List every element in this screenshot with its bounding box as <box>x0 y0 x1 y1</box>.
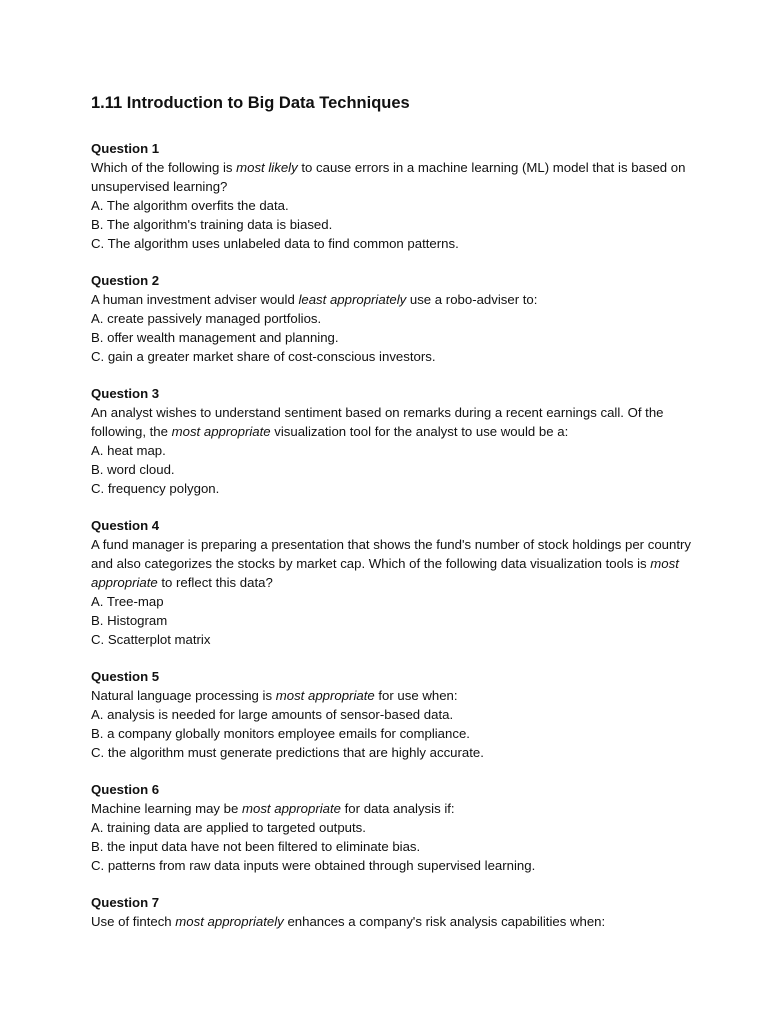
question-text <box>91 290 708 309</box>
question-text-segment: An analyst wishes to understand sentiment based on remarks during a recent earnings call. Of the following, the <box>91 405 664 439</box>
answer-option: B. a company globally monitors employee emails for compliance. <box>91 726 470 741</box>
question-text-segment: for data analysis if: <box>340 801 455 816</box>
question-heading: Question 6 <box>91 782 160 797</box>
answer-option: C. the algorithm must generate predictions that are highly accurate. <box>91 745 484 760</box>
answer-option: A. The algorithm overfits the data. <box>91 198 289 213</box>
question-text-emphasis: most likely <box>236 160 298 175</box>
question-text-segment: A human investment adviser would <box>91 292 299 307</box>
question-text-segment: use a robo-adviser to: <box>406 292 538 307</box>
question-text-emphasis: most appropriately <box>175 914 284 929</box>
question-text <box>91 535 708 592</box>
question-block <box>91 780 708 875</box>
question-text-emphasis: most appropriate <box>91 556 679 590</box>
question-block <box>91 516 708 649</box>
answer-option: A. analysis is needed for large amounts of sensor-based data. <box>91 707 454 722</box>
question-text-segment: enhances a company's risk analysis capabilities when: <box>283 914 606 929</box>
question-block <box>91 384 708 498</box>
question-text-segment: A fund manager is preparing a presentation that shows the fund's number of stock holdings per country and also categorizes the stocks by market cap. Which of the following data visualization tools is <box>91 537 691 571</box>
answer-option: A. heat map. <box>91 443 166 458</box>
question-text-emphasis: most appropriate <box>275 688 375 703</box>
question-text-emphasis: least appropriately <box>298 292 407 307</box>
question-text-emphasis: most appropriate <box>171 424 271 439</box>
question-text-emphasis: most appropriate <box>242 801 341 816</box>
question-text-segment: for use when: <box>374 688 458 703</box>
answer-option: C. The algorithm uses unlabeled data to find common patterns. <box>91 236 459 251</box>
question-text <box>91 158 708 196</box>
answer-option: C. Scatterplot matrix <box>91 632 211 647</box>
question-text-segment: Natural language processing is <box>91 688 276 703</box>
question-text <box>91 686 708 705</box>
question-text-segment: to cause errors in a machine learning (ML) model that is based on unsupervised learning? <box>91 160 686 194</box>
answer-option: B. The algorithm's training data is biased. <box>91 217 333 232</box>
question-block <box>91 893 708 931</box>
answer-option: A. Tree-map <box>91 594 164 609</box>
answer-option: C. gain a greater market share of cost-conscious investors. <box>91 349 436 364</box>
answer-option: B. Histogram <box>91 613 168 628</box>
question-text <box>91 799 708 818</box>
question-text-segment: to reflect this data? <box>157 575 273 590</box>
answer-option: B. offer wealth management and planning. <box>91 330 339 345</box>
answer-option: C. patterns from raw data inputs were obtained through supervised learning. <box>91 858 536 873</box>
question-heading: Question 7 <box>91 895 160 910</box>
question-text-segment: Which of the following is <box>91 160 237 175</box>
question-text <box>91 912 708 931</box>
question-heading: Question 1 <box>91 141 160 156</box>
answer-option: B. word cloud. <box>91 462 175 477</box>
answer-option: A. create passively managed portfolios. <box>91 311 322 326</box>
question-text <box>91 403 708 441</box>
question-text-segment: Use of fintech <box>91 914 176 929</box>
answer-option: A. training data are applied to targeted outputs. <box>91 820 366 835</box>
question-block <box>91 667 708 762</box>
question-heading: Question 2 <box>91 273 160 288</box>
question-heading: Question 4 <box>91 518 160 533</box>
question-list <box>91 139 708 931</box>
question-text-segment: Machine learning may be <box>91 801 243 816</box>
question-block <box>91 271 708 366</box>
question-heading: Question 5 <box>91 669 160 684</box>
document-title: 1.11 Introduction to Big Data Techniques <box>91 94 410 112</box>
question-heading: Question 3 <box>91 386 160 401</box>
question-text-segment: visualization tool for the analyst to use would be a: <box>270 424 569 439</box>
answer-option: C. frequency polygon. <box>91 481 220 496</box>
answer-option: B. the input data have not been filtered to eliminate bias. <box>91 839 421 854</box>
question-block <box>91 139 708 253</box>
